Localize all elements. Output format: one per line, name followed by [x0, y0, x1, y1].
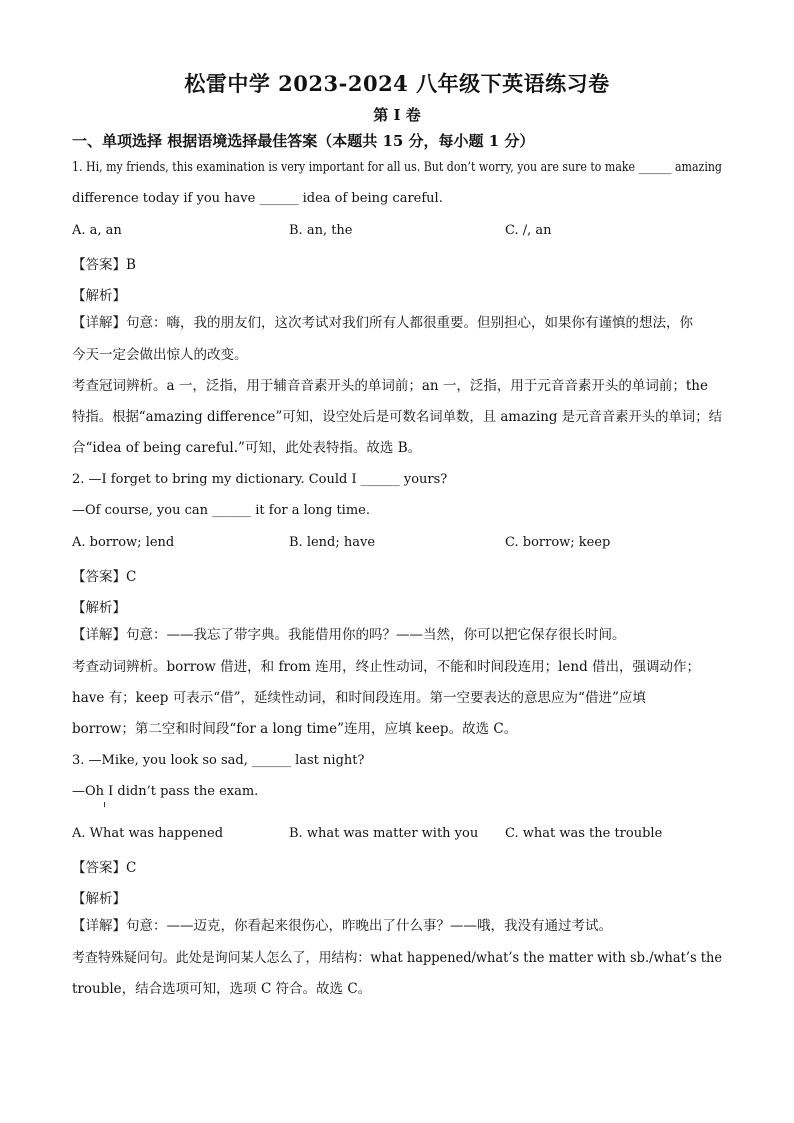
detail-line: trouble，结合选项可知，选项 C 符合。故选 C。	[72, 981, 372, 997]
answer-label: 【答案】B	[72, 257, 136, 273]
detail-line: 考查特殊疑问句。此处是询问某人怎么了，用结构：what happened/what’s the matter with sb./what’s the	[72, 950, 722, 966]
option-a: A. a, an	[72, 223, 122, 238]
option-c: C. borrow; keep	[505, 535, 611, 550]
detail-line: have 有；keep 可表示“借”，延续性动词，和时间段连用。第一空要表达的意思应为“借进”应填	[72, 690, 646, 706]
detail-line: 合“idea of being careful.”可知，此处表特指。故选 B。	[72, 440, 422, 456]
option-a: A. What was happened	[72, 826, 224, 841]
section-heading: 一、单项选择 根据语境选择最佳答案（本题共 15 分，每小题 1 分）	[72, 132, 535, 150]
detail-line: 考查冠词辨析。a 一，泛指，用于辅音音素开头的单词前；an 一，泛指，用于元音音素开头的单词前；the	[72, 378, 708, 394]
detail-line: 今天一定会做出惊人的改变。	[72, 347, 248, 363]
detail-line: 考查动词辨析。borrow 借进，和 from 连用，终止性动词，不能和时间段连用；lend 借出，强调动作；	[72, 659, 701, 675]
option-b: B. an, the	[289, 223, 353, 238]
option-c: C. /, an	[505, 223, 552, 238]
analysis-label: 【解析】	[72, 288, 126, 304]
detail-line: 特指。根据“amazing difference”可知，设空处后是可数名词单数，且 amazing 是元音音素开头的单词；结	[72, 409, 722, 425]
volume-label: 第 I 卷	[373, 106, 421, 124]
detail-line: 【详解】句意：——我忘了带字典。我能借用你的吗？——当然，你可以把它保存很长时间。	[72, 627, 626, 643]
question-stem: 2. —I forget to bring my dictionary. Could I ______ yours?	[72, 472, 448, 487]
page-title: 松雷中学 2023-2024 八年级下英语练习卷	[184, 71, 610, 96]
detail-line: borrow；第二空和时间段“for a long time”连用，应填 keep。故选 C。	[72, 721, 518, 737]
punctuation-mark	[104, 802, 105, 807]
question-stem: 1. Hi, my friends, this examination is very important for all us. But don’t worry, you are sure to make ______ amazing	[72, 160, 722, 175]
option-b: B. what was matter with you	[289, 826, 479, 841]
answer-label: 【答案】C	[72, 860, 137, 876]
answer-label: 【答案】C	[72, 569, 137, 585]
question-stem: difference today if you have ______ idea of being careful.	[72, 191, 443, 206]
analysis-label: 【解析】	[72, 600, 126, 616]
question-stem: 3. —Mike, you look so sad, ______ last night?	[72, 753, 365, 768]
option-c: C. what was the trouble	[505, 826, 663, 841]
detail-line: 【详解】句意：——迈克，你看起来很伤心，昨晚出了什么事？——哦，我没有通过考试。	[72, 918, 612, 934]
question-stem: —Of course, you can ______ it for a long time.	[72, 503, 370, 518]
option-b: B. lend; have	[289, 535, 376, 550]
question-stem: —Oh I didn’t pass the exam.	[72, 784, 259, 799]
option-a: A. borrow; lend	[72, 535, 175, 550]
detail-line: 【详解】句意：嗨，我的朋友们，这次考试对我们所有人都很重要。但别担心，如果你有谨慎的想法，你	[72, 315, 693, 331]
analysis-label: 【解析】	[72, 891, 126, 907]
